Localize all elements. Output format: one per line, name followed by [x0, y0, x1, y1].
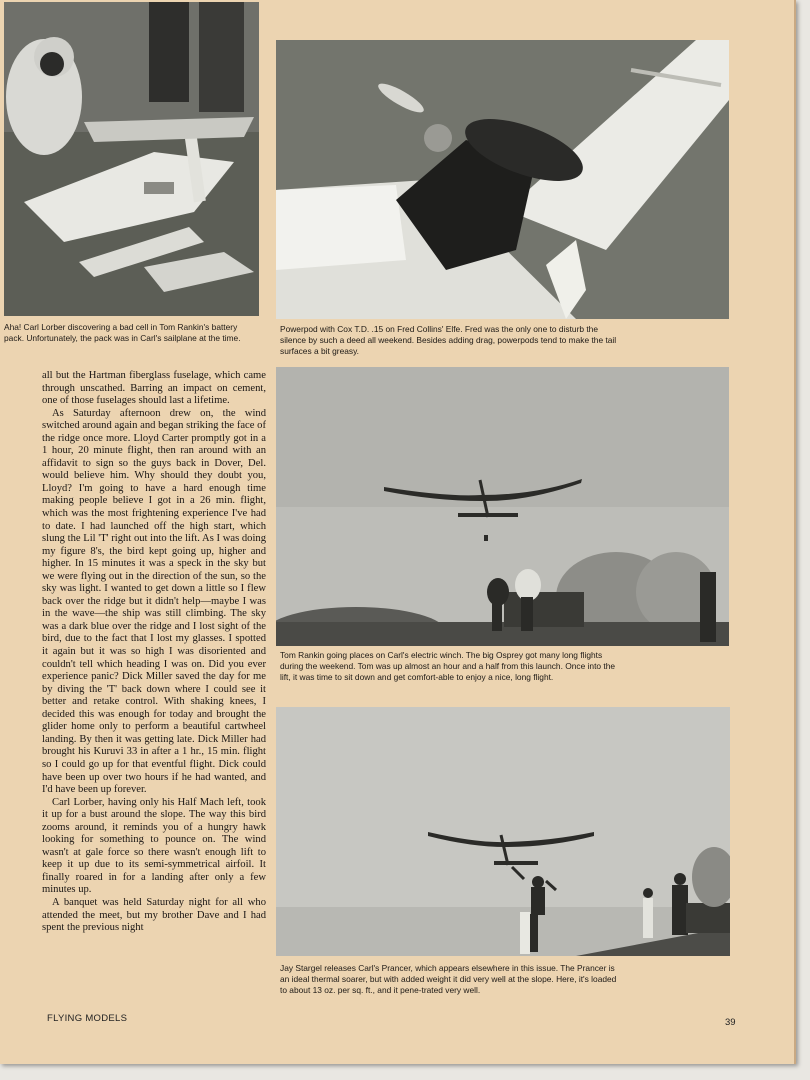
- photo-powerpod: [276, 40, 729, 319]
- photo-prancer-launch: [276, 707, 730, 956]
- article-paragraph: A banquet was held Saturday night for all who attended the meet, but my brother Dave and I had spent the previous night: [42, 896, 266, 934]
- photo-powerpod-image: [276, 40, 729, 319]
- magazine-name: FLYING MODELS: [47, 1013, 128, 1024]
- photo-battery-check: [4, 2, 259, 316]
- page-number: 39: [725, 1017, 736, 1028]
- article-paragraph: all but the Hartman fiberglass fuselage, which came through unscathed. Barring an impact on cement, one of those fuselages should last a lifetime.: [42, 370, 266, 407]
- caption-powerpod: Powerpod with Cox T.D. .15 on Fred Collins' Elfe. Fred was the only one to disturb the silence by such a deed all weekend. Besides adding drag, powerpods tend to make the tail surfaces a bit greasy.: [280, 324, 617, 356]
- photo-winch-launch-image: [276, 367, 729, 646]
- photo-battery-check-image: [4, 2, 259, 316]
- caption-battery: Aha! Carl Lorber discovering a bad cell in Tom Rankin's battery pack. Unfortunately, the pack was in Carl's sailplane at the time.: [4, 322, 241, 343]
- caption-prancer: Jay Stargel releases Carl's Prancer, which appears elsewhere in this issue. The Prancer is an ideal thermal soarer, but with added weight it did very well at the slope. Here, it's loaded to about 13 oz. per sq. ft., and it pene-trated very well.: [280, 963, 617, 995]
- article-paragraph: Carl Lorber, having only his Half Mach left, took it up for a bust around the slope. The way this bird zooms around, it reminds you of a hungry hawk looking for something to pounce on. The wind wasn't at gale force so there wasn't enough lift to keep it up due to its semi-symmetrical airfoil. It finally roared in for a landing after only a few minutes up.: [42, 796, 266, 896]
- article-text: [42, 370, 266, 1016]
- photo-prancer-launch-image: [276, 707, 730, 956]
- caption-winch: Tom Rankin going places on Carl's electric winch. The big Osprey got many long flights during the weekend. Tom was up almost an hour and a half from this launch. Once into the lift, it was time to sit down and get comfort-able to enjoy a nice, long flight.: [280, 650, 616, 682]
- article-paragraph: As Saturday afternoon drew on, the wind switched around again and began striking the face of the ridge once more. Lloyd Carter promptly got in a 1 hour, 20 minute flight, then ran around with an affidavit to sign so the guys back in Dover, Del. would believe him. Why should they doubt you, Lloyd? I'm going to have a hard enough time making people believe I got in a 26 min. flight, which was the most frightening experience I've had to date. I had launched off the high start, which slung the Lil 'T' right out into the lift. As I was doing my figure 8's, the bird kept going up, higher and higher. In 15 minutes it was a speck in the sky but we were flying out in the direction of the sun, so the sky was light. I wanted to get down a little so I flew back over the ridge but it didn't help—maybe I was in the wave—the ship was still climbing. The sky was a dark blue over the ridge and I lost sight of the bird, due to the fact that I lost my glasses. I spotted it again but it was so high I was disoriented and couldn't tell which heading I was on. Did you ever experience panic? Dick Miller saved the day for me by diving the 'T' back down where I could see it better and retake control. With shaking knees, I decided this was enough for today and brought the glider home only to perform a beautiful cartwheel landing. By then it was getting late. Dick Miller had brought his Kuruvi 33 in after a 1 hr., 15 min. flight so I could go up for that eventful flight. Dick could have been up over two hours if he had wanted, and I'd have been up forever.: [42, 407, 266, 796]
- photo-winch-launch: [276, 367, 729, 646]
